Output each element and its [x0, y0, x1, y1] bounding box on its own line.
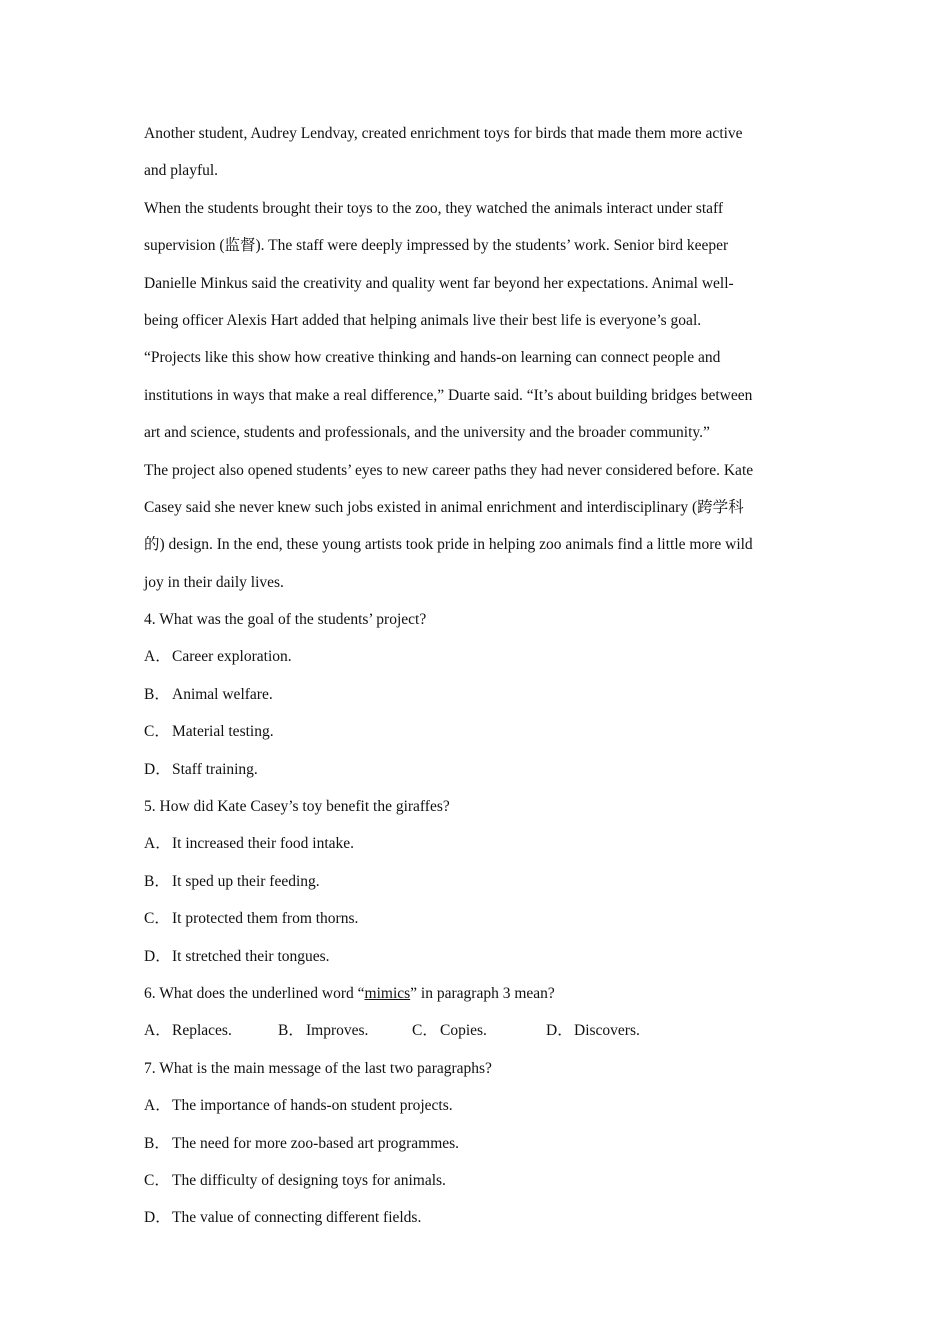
- option-text: It sped up their feeding.: [172, 872, 320, 890]
- option-letter: A．: [144, 835, 171, 853]
- passage-line: Casey said she never knew such jobs existed in animal enrichment and interdisciplinary (跨学科: [144, 498, 744, 516]
- option-letter: D．: [144, 947, 171, 965]
- option-text: The importance of hands-on student projects.: [172, 1097, 453, 1115]
- passage-line: supervision (监督). The staff were deeply impressed by the students’ work. Senior bird keeper: [144, 237, 729, 255]
- reading-passage: [144, 115, 809, 601]
- option-text: It stretched their tongues.: [172, 947, 330, 965]
- option-letter: D．: [546, 1022, 573, 1040]
- answer-option-d[interactable]: [546, 1012, 680, 1049]
- option-text: Replaces.: [172, 1022, 232, 1040]
- question-stem: 7. What is the main message of the last two paragraphs?: [144, 1059, 492, 1077]
- answer-option-b[interactable]: [144, 676, 809, 713]
- option-letter: B．: [144, 1134, 170, 1152]
- option-letter: B．: [278, 1022, 304, 1040]
- option-text: The value of connecting different fields.: [172, 1209, 422, 1227]
- document-page: [144, 115, 809, 1237]
- option-text: The need for more zoo-based art programmes.: [172, 1134, 460, 1152]
- option-text: Discovers.: [574, 1022, 640, 1040]
- passage-line: and playful.: [144, 162, 219, 180]
- answer-option-d[interactable]: [144, 751, 809, 788]
- answer-option-a[interactable]: [144, 638, 809, 675]
- question-6: [144, 975, 809, 1050]
- passage-line: Another student, Audrey Lendvay, created enrichment toys for birds that made them more active: [144, 125, 743, 142]
- answer-options-row: [144, 1012, 809, 1049]
- passage-line: When the students brought their toys to the zoo, they watched the animals interact under staff: [144, 199, 724, 217]
- question-7: [144, 1050, 809, 1237]
- option-letter: B．: [144, 685, 170, 703]
- answer-option-a[interactable]: [144, 1012, 278, 1049]
- option-letter: C．: [144, 1171, 170, 1189]
- passage-line: institutions in ways that make a real difference,” Duarte said. “It’s about building bridges between: [144, 386, 753, 404]
- option-text: It increased their food intake.: [172, 835, 355, 853]
- answer-option-b[interactable]: [144, 1125, 809, 1162]
- passage-line: Danielle Minkus said the creativity and quality went far beyond her expectations. Animal well-: [144, 274, 734, 292]
- option-letter: B．: [144, 872, 170, 890]
- option-letter: A．: [144, 1097, 171, 1115]
- option-letter: C．: [144, 910, 170, 928]
- option-text: It protected them from thorns.: [172, 910, 359, 928]
- option-letter: C．: [412, 1022, 438, 1040]
- option-text: Material testing.: [172, 723, 274, 741]
- answer-option-d[interactable]: [144, 938, 809, 975]
- option-text: Staff training.: [172, 760, 258, 778]
- question-5: [144, 788, 809, 975]
- passage-line: being officer Alexis Hart added that helping animals live their best life is everyone’s goal.: [144, 311, 702, 329]
- passage-line: The project also opened students’ eyes to new career paths they had never considered before. Kate: [144, 461, 754, 479]
- answer-option-c[interactable]: [144, 900, 809, 937]
- question-stem: 4. What was the goal of the students’ project?: [144, 611, 427, 629]
- option-text: The difficulty of designing toys for animals.: [172, 1171, 446, 1189]
- passage-line: joy in their daily lives.: [144, 573, 284, 591]
- question-4: [144, 601, 809, 788]
- answer-option-b[interactable]: [278, 1012, 412, 1049]
- answer-option-c[interactable]: [144, 713, 809, 750]
- option-letter: C．: [144, 723, 170, 741]
- option-text: Copies.: [440, 1022, 487, 1040]
- answer-option-d[interactable]: [144, 1199, 809, 1236]
- stem-text: ” in paragraph 3 mean?: [410, 984, 555, 1002]
- answer-option-c[interactable]: [144, 1162, 809, 1199]
- question-stem: 5. How did Kate Casey’s toy benefit the giraffes?: [144, 798, 450, 816]
- option-letter: D．: [144, 1209, 171, 1227]
- passage-line: “Projects like this show how creative thinking and hands-on learning can connect people and: [144, 349, 721, 367]
- answer-option-a[interactable]: [144, 1087, 809, 1124]
- option-text: Career exploration.: [172, 648, 292, 666]
- answer-option-a[interactable]: [144, 825, 809, 862]
- option-text: Improves.: [306, 1022, 369, 1040]
- stem-text: 6. What does the underlined word “: [144, 984, 365, 1002]
- option-letter: A．: [144, 1022, 171, 1040]
- passage-line: 的) design. In the end, these young artists took pride in helping zoo animals find a little more wild: [144, 536, 753, 554]
- option-letter: D．: [144, 760, 171, 778]
- answer-option-c[interactable]: [412, 1012, 546, 1049]
- underlined-word: mimics: [364, 984, 411, 1002]
- option-text: Animal welfare.: [172, 685, 273, 703]
- passage-line: art and science, students and professionals, and the university and the broader community.”: [144, 424, 710, 442]
- answer-option-b[interactable]: [144, 863, 809, 900]
- option-letter: A．: [144, 648, 171, 666]
- question-stem: [144, 975, 809, 1012]
